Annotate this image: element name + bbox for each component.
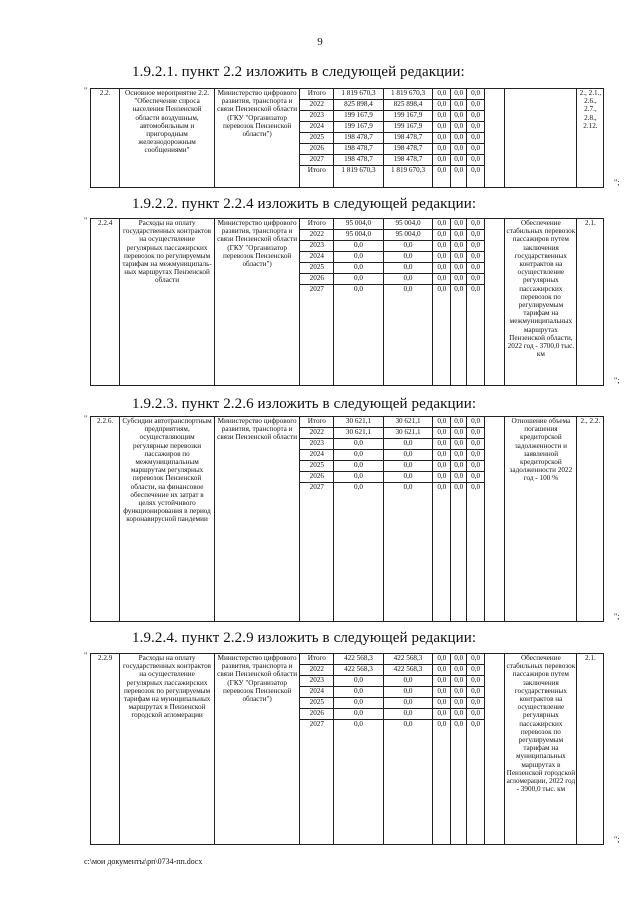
row-local-budget: 0,0 (451, 122, 467, 133)
row-local-budget: 0,0 (451, 472, 467, 483)
row-other-sources: 0,0 (467, 100, 485, 111)
indicator-refs: 2.1. (577, 654, 604, 845)
row-federal-budget: 0,0 (433, 100, 451, 111)
row-regional-budget: 1 819 670,3 (383, 89, 433, 100)
section-heading: 1.9.2.1. пункт 2.2 изложить в следующей редакции: (132, 64, 465, 80)
row-federal-budget: 0,0 (433, 241, 451, 252)
measure-table (90, 416, 613, 622)
empty-cell (604, 654, 613, 845)
quote-open-mark: " (84, 414, 88, 423)
row-local-budget: 0,0 (451, 166, 467, 188)
row-federal-budget: 0,0 (433, 450, 451, 461)
row-other-sources: 0,0 (467, 665, 485, 676)
row-local-budget: 0,0 (451, 676, 467, 687)
row-total: 0,0 (334, 439, 384, 450)
row-year: 2022 (300, 100, 334, 111)
row-local-budget: 0,0 (451, 483, 467, 622)
row-total: 198 478,7 (334, 133, 384, 144)
quote-close-mark: "; (614, 178, 620, 187)
row-regional-budget: 0,0 (383, 241, 433, 252)
row-federal-budget: 0,0 (433, 483, 451, 622)
row-other-sources: 0,0 (467, 654, 485, 665)
row-federal-budget: 0,0 (433, 698, 451, 709)
quote-close-mark: "; (614, 376, 620, 385)
row-regional-budget: 825 898,4 (383, 100, 433, 111)
row-year: Итого (300, 219, 334, 230)
measure-code: 2.2.9 (91, 654, 120, 845)
row-federal-budget: 0,0 (433, 230, 451, 241)
measure-executor: Министерство цифрового развития, транспорта и связи Пензенской области (214, 417, 300, 622)
row-year: 2027 (300, 285, 334, 386)
measure-table (90, 88, 613, 188)
expected-result: Обеспечение стабильных перевозок пассажиров путем заключения государственных контрактов на осуществление регулярных пассажирских перевозок по регулируемым тарифам на муниципальных маршрутах в Пензенской городской агломерации, 2022 год - 3900,0 тыс. км (505, 654, 577, 845)
empty-cell (485, 219, 505, 386)
row-year: 2024 (300, 687, 334, 698)
row-year: 2027 (300, 483, 334, 622)
row-total: 0,0 (334, 461, 384, 472)
row-federal-budget: 0,0 (433, 285, 451, 386)
row-other-sources: 0,0 (467, 687, 485, 698)
row-other-sources: 0,0 (467, 483, 485, 622)
row-federal-budget: 0,0 (433, 709, 451, 720)
row-year: Итого (300, 654, 334, 665)
row-year: 2027 (300, 720, 334, 845)
row-federal-budget: 0,0 (433, 720, 451, 845)
row-other-sources: 0,0 (467, 698, 485, 709)
row-total: 422 568,3 (334, 654, 384, 665)
row-regional-budget: 0,0 (383, 472, 433, 483)
row-year: 2025 (300, 698, 334, 709)
row-regional-budget: 0,0 (383, 687, 433, 698)
row-local-budget: 0,0 (451, 720, 467, 845)
row-other-sources: 0,0 (467, 439, 485, 450)
row-federal-budget: 0,0 (433, 676, 451, 687)
row-other-sources: 0,0 (467, 89, 485, 100)
row-regional-budget: 30 621,1 (383, 428, 433, 439)
row-regional-budget: 0,0 (383, 285, 433, 386)
expected-result: Обеспечение стабильных перевозок пассажиров путем заключения государственных контрактов на осуществление регулярных пассажирских перевозок по регулируемым тарифам на межмуниципальных маршрутах Пензенской области, 2022 год - 3700,0 тыс. км (505, 219, 577, 386)
measure-name: Основное мероприятие 2.2. "Обеспечение спроса населения Пензенской области воздушным, автомобильным и пригородным железнодорожным сообщениями" (120, 89, 215, 188)
row-local-budget: 0,0 (451, 428, 467, 439)
row-local-budget: 0,0 (451, 155, 467, 166)
row-federal-budget: 0,0 (433, 122, 451, 133)
row-local-budget: 0,0 (451, 439, 467, 450)
quote-open-mark: " (84, 651, 88, 660)
row-federal-budget: 0,0 (433, 89, 451, 100)
row-federal-budget: 0,0 (433, 166, 451, 188)
row-local-budget: 0,0 (451, 654, 467, 665)
row-local-budget: 0,0 (451, 241, 467, 252)
row-year: 2027 (300, 155, 334, 166)
row-year: 2024 (300, 450, 334, 461)
empty-cell (485, 654, 505, 845)
row-regional-budget: 0,0 (383, 274, 433, 285)
row-total: 0,0 (334, 241, 384, 252)
row-regional-budget: 422 568,3 (383, 654, 433, 665)
measure-table (90, 218, 613, 386)
row-local-budget: 0,0 (451, 687, 467, 698)
row-total: 199 167,9 (334, 122, 384, 133)
row-total: 0,0 (334, 472, 384, 483)
row-year: 2022 (300, 428, 334, 439)
row-local-budget: 0,0 (451, 263, 467, 274)
row-regional-budget: 0,0 (383, 720, 433, 845)
row-local-budget: 0,0 (451, 100, 467, 111)
measure-name: Расходы на оплату государственных контрактов на осуществление регулярных пассажирских перевозок по регулируемым тарифам на межмуниципаль-ных маршрутах Пензенской области (120, 219, 215, 386)
measure-table (90, 653, 613, 845)
empty-cell (604, 89, 613, 188)
row-total: 95 004,0 (334, 230, 384, 241)
row-regional-budget: 0,0 (383, 439, 433, 450)
row-other-sources: 0,0 (467, 241, 485, 252)
row-year: Итого (300, 166, 334, 188)
row-year: 2025 (300, 133, 334, 144)
row-total: 198 478,7 (334, 144, 384, 155)
empty-cell (485, 89, 505, 188)
row-total: 30 621,1 (334, 417, 384, 428)
row-total: 0,0 (334, 274, 384, 285)
row-total: 198 478,7 (334, 155, 384, 166)
row-year: 2026 (300, 144, 334, 155)
row-other-sources: 0,0 (467, 676, 485, 687)
row-regional-budget: 0,0 (383, 483, 433, 622)
empty-cell (604, 219, 613, 386)
section-heading: 1.9.2.4. пункт 2.2.9 изложить в следующей редакции: (132, 630, 477, 646)
row-regional-budget: 1 819 670,3 (383, 166, 433, 188)
row-other-sources: 0,0 (467, 417, 485, 428)
row-regional-budget: 0,0 (383, 709, 433, 720)
row-other-sources: 0,0 (467, 144, 485, 155)
row-other-sources: 0,0 (467, 252, 485, 263)
row-local-budget: 0,0 (451, 461, 467, 472)
measure-name: Расходы на оплату государственных контрактов на осуществление регулярных пассажирских перевозок по регулируемым тарифам на муниципальных маршрутах в Пензенской городской агломерации (120, 654, 215, 845)
row-total: 0,0 (334, 687, 384, 698)
row-other-sources: 0,0 (467, 230, 485, 241)
table-row (91, 219, 614, 230)
row-federal-budget: 0,0 (433, 252, 451, 263)
quote-open-mark: " (84, 86, 88, 95)
row-local-budget: 0,0 (451, 252, 467, 263)
row-year: 2026 (300, 274, 334, 285)
row-other-sources: 0,0 (467, 428, 485, 439)
section-heading: 1.9.2.3. пункт 2.2.6 изложить в следующей редакции: (132, 396, 477, 412)
row-total: 0,0 (334, 285, 384, 386)
row-year: 2022 (300, 665, 334, 676)
quote-open-mark: " (84, 216, 88, 225)
indicator-refs: 2.1. (577, 219, 604, 386)
indicator-refs: 2., 2.2. (577, 417, 604, 622)
row-regional-budget: 198 478,7 (383, 144, 433, 155)
row-year: 2023 (300, 676, 334, 687)
row-local-budget: 0,0 (451, 665, 467, 676)
section-heading: 1.9.2.2. пункт 2.2.4 изложить в следующей редакции: (132, 196, 477, 212)
row-federal-budget: 0,0 (433, 111, 451, 122)
row-local-budget: 0,0 (451, 285, 467, 386)
row-regional-budget: 30 621,1 (383, 417, 433, 428)
footer-file-path: c:\мои документы\рп\0734-пп.docx (84, 857, 203, 866)
row-local-budget: 0,0 (451, 417, 467, 428)
row-year: 2024 (300, 122, 334, 133)
row-federal-budget: 0,0 (433, 219, 451, 230)
row-regional-budget: 0,0 (383, 252, 433, 263)
row-total: 1 819 670,3 (334, 89, 384, 100)
row-local-budget: 0,0 (451, 111, 467, 122)
row-other-sources: 0,0 (467, 133, 485, 144)
expected-result: Отношение объема погашения кредиторской задолженности и заявленной кредиторской задолженности 2022 год - 100 % (505, 417, 577, 622)
row-year: 2024 (300, 252, 334, 263)
row-other-sources: 0,0 (467, 111, 485, 122)
row-federal-budget: 0,0 (433, 428, 451, 439)
row-federal-budget: 0,0 (433, 274, 451, 285)
row-total: 95 004,0 (334, 219, 384, 230)
row-total: 0,0 (334, 676, 384, 687)
row-year: 2022 (300, 230, 334, 241)
quote-close-mark: "; (614, 612, 620, 621)
table-row (91, 654, 614, 665)
row-year: Итого (300, 417, 334, 428)
row-total: 0,0 (334, 698, 384, 709)
row-regional-budget: 0,0 (383, 698, 433, 709)
measure-executor: Министерство цифрового развития, транспорта и связи Пензенской области (ГКУ "Организатор перевозок Пензенской области") (214, 219, 300, 386)
row-local-budget: 0,0 (451, 230, 467, 241)
row-regional-budget: 0,0 (383, 461, 433, 472)
row-other-sources: 0,0 (467, 461, 485, 472)
row-total: 825 898,4 (334, 100, 384, 111)
row-total: 0,0 (334, 709, 384, 720)
row-regional-budget: 422 568,3 (383, 665, 433, 676)
row-local-budget: 0,0 (451, 709, 467, 720)
measure-name: Субсидии автотранспортным предприятиям, осуществляющим регулярные перевозки пассажиров по межмуниципальным маршрутам регулярных перевозок Пензенской области, на финансовое обеспечение их затрат в целях устойчивого функционирования в период коронавирусной пандемии (120, 417, 215, 622)
row-regional-budget: 95 004,0 (383, 230, 433, 241)
row-federal-budget: 0,0 (433, 144, 451, 155)
row-local-budget: 0,0 (451, 89, 467, 100)
row-federal-budget: 0,0 (433, 155, 451, 166)
row-year: Итого (300, 89, 334, 100)
row-year: 2023 (300, 439, 334, 450)
row-other-sources: 0,0 (467, 166, 485, 188)
row-year: 2023 (300, 111, 334, 122)
row-federal-budget: 0,0 (433, 417, 451, 428)
quote-close-mark: "; (614, 835, 620, 844)
measure-code: 2.2.4 (91, 219, 120, 386)
row-total: 30 621,1 (334, 428, 384, 439)
table-row (91, 417, 614, 428)
measure-code: 2.2. (91, 89, 120, 188)
row-other-sources: 0,0 (467, 263, 485, 274)
row-year: 2026 (300, 709, 334, 720)
row-federal-budget: 0,0 (433, 654, 451, 665)
row-year: 2023 (300, 241, 334, 252)
row-federal-budget: 0,0 (433, 472, 451, 483)
row-local-budget: 0,0 (451, 698, 467, 709)
row-total: 0,0 (334, 483, 384, 622)
row-federal-budget: 0,0 (433, 439, 451, 450)
row-total: 422 568,3 (334, 665, 384, 676)
row-local-budget: 0,0 (451, 274, 467, 285)
row-year: 2025 (300, 461, 334, 472)
row-regional-budget: 95 004,0 (383, 219, 433, 230)
row-federal-budget: 0,0 (433, 461, 451, 472)
row-regional-budget: 0,0 (383, 676, 433, 687)
row-local-budget: 0,0 (451, 133, 467, 144)
row-federal-budget: 0,0 (433, 687, 451, 698)
page-number: 9 (317, 36, 323, 48)
row-total: 0,0 (334, 450, 384, 461)
row-total: 0,0 (334, 720, 384, 845)
table-row (91, 89, 614, 100)
row-federal-budget: 0,0 (433, 665, 451, 676)
row-other-sources: 0,0 (467, 450, 485, 461)
row-local-budget: 0,0 (451, 144, 467, 155)
row-total: 1 819 670,3 (334, 166, 384, 188)
row-other-sources: 0,0 (467, 122, 485, 133)
row-regional-budget: 198 478,7 (383, 155, 433, 166)
row-local-budget: 0,0 (451, 219, 467, 230)
expected-result (505, 89, 577, 188)
row-other-sources: 0,0 (467, 155, 485, 166)
row-total: 0,0 (334, 263, 384, 274)
measure-executor: Министерство цифрового развития, транспорта и связи Пензенской области (ГКУ "Организатор перевозок Пензенской области") (214, 654, 300, 845)
row-local-budget: 0,0 (451, 450, 467, 461)
row-other-sources: 0,0 (467, 219, 485, 230)
indicator-refs: 2., 2.1., 2.6., 2.7., 2.8., 2.12. (577, 89, 604, 188)
row-regional-budget: 199 167,9 (383, 111, 433, 122)
row-regional-budget: 198 478,7 (383, 133, 433, 144)
empty-cell (485, 417, 505, 622)
measure-code: 2.2.6. (91, 417, 120, 622)
row-federal-budget: 0,0 (433, 263, 451, 274)
row-other-sources: 0,0 (467, 274, 485, 285)
row-other-sources: 0,0 (467, 709, 485, 720)
measure-executor: Министерство цифрового развития, транспорта и связи Пензенской области (ГКУ "Организатор перевозок Пензенской области") (214, 89, 300, 188)
empty-cell (604, 417, 613, 622)
row-regional-budget: 0,0 (383, 450, 433, 461)
row-regional-budget: 0,0 (383, 263, 433, 274)
row-year: 2026 (300, 472, 334, 483)
row-regional-budget: 199 167,9 (383, 122, 433, 133)
row-federal-budget: 0,0 (433, 133, 451, 144)
row-total: 0,0 (334, 252, 384, 263)
row-total: 199 167,9 (334, 111, 384, 122)
row-other-sources: 0,0 (467, 472, 485, 483)
row-other-sources: 0,0 (467, 720, 485, 845)
row-year: 2025 (300, 263, 334, 274)
row-other-sources: 0,0 (467, 285, 485, 386)
